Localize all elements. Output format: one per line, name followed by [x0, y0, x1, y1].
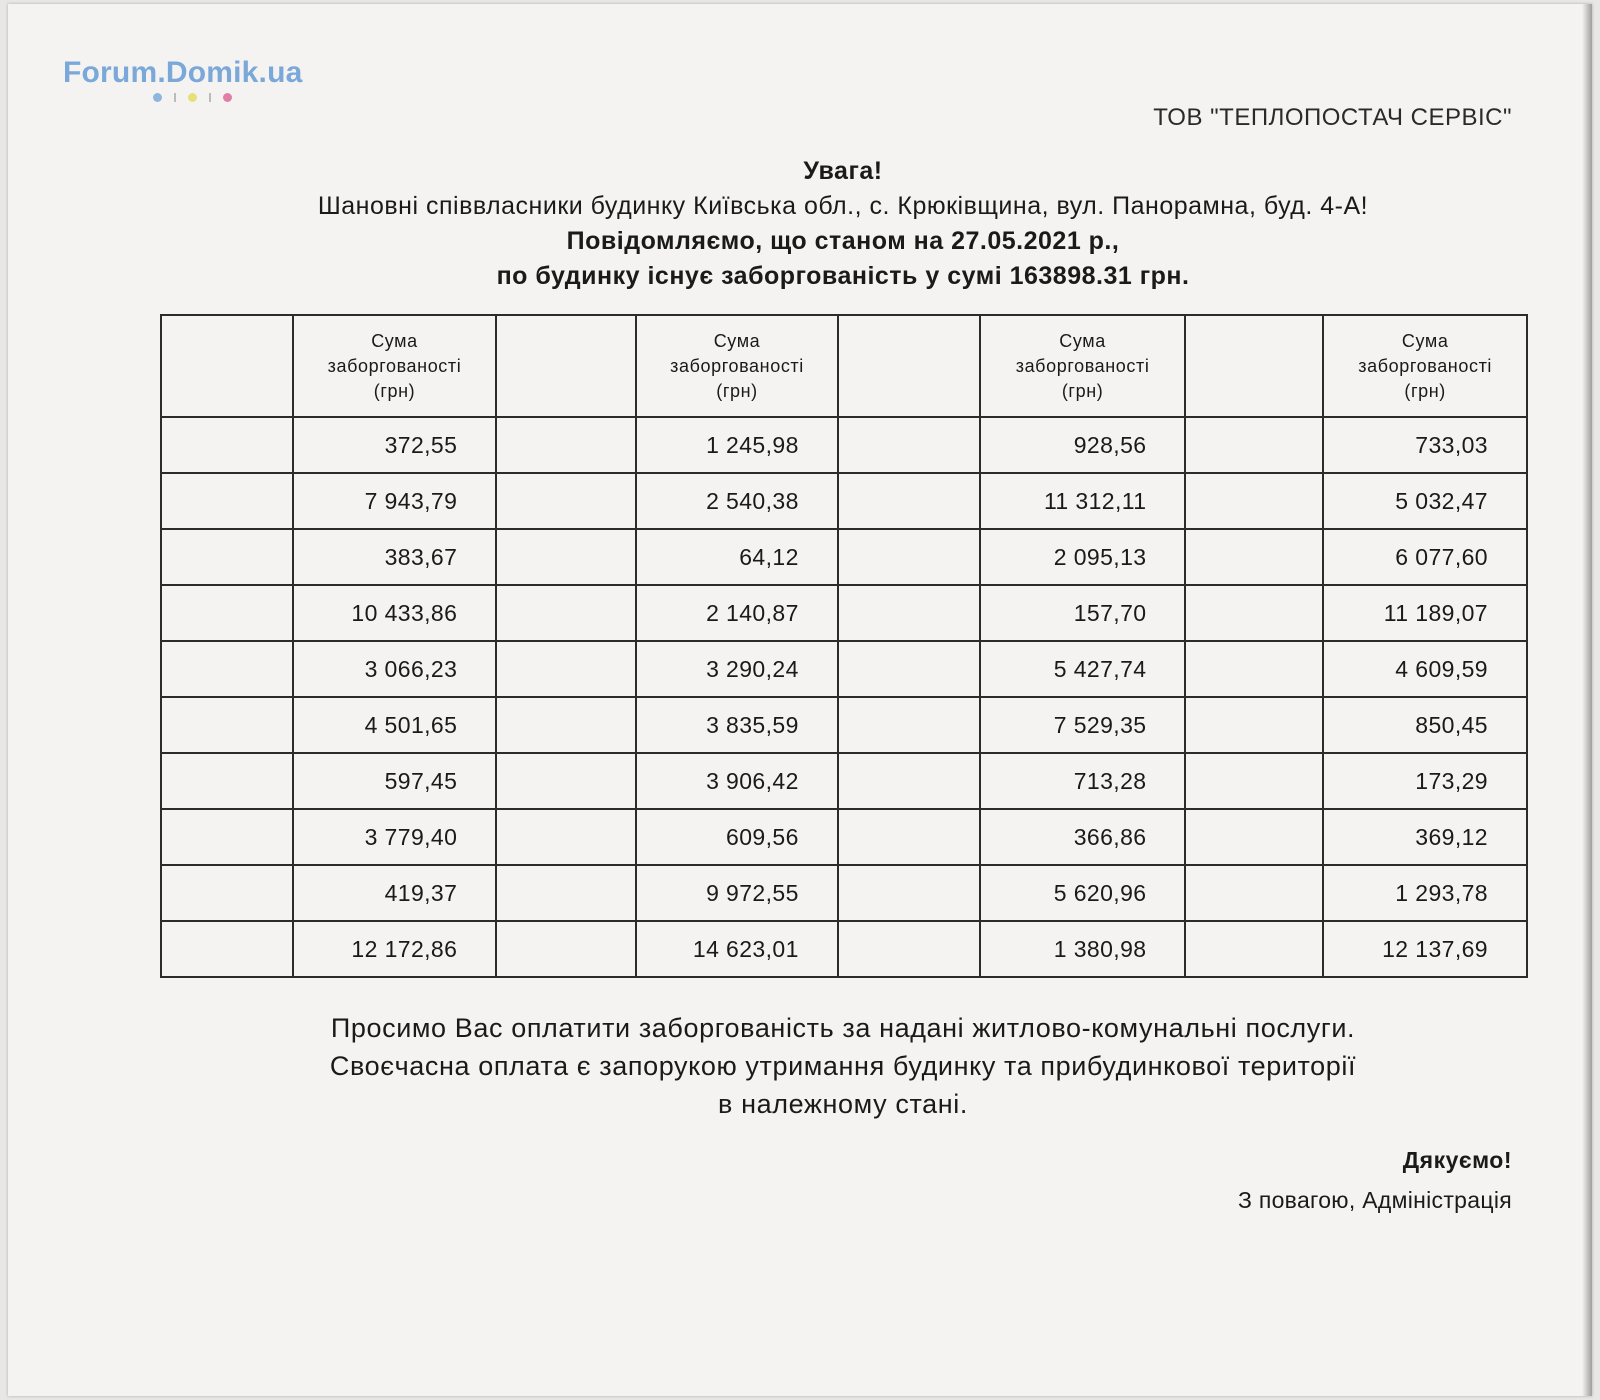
debt-amount-cell: 3 835,59 [636, 697, 838, 753]
blank-cell [1185, 865, 1323, 921]
blank-cell [1185, 753, 1323, 809]
blank-cell [838, 641, 980, 697]
table-row [161, 529, 1527, 585]
debt-amount-cell: 850,45 [1323, 697, 1527, 753]
page-edge-shadow [1582, 4, 1592, 1396]
debt-amount-cell: 733,03 [1323, 417, 1527, 473]
debt-amount-cell: 5 427,74 [980, 641, 1186, 697]
company-name: ТОВ "ТЕПЛОПОСТАЧ СЕРВІС" [1153, 104, 1512, 131]
table-body [161, 417, 1527, 977]
table-row [161, 417, 1527, 473]
debt-amount-cell: 3 906,42 [636, 753, 838, 809]
debts-table [160, 314, 1528, 978]
debt-amount-cell: 5 032,47 [1323, 473, 1527, 529]
blank-cell [496, 921, 636, 977]
debt-amount-cell: 12 137,69 [1323, 921, 1527, 977]
blank-cell [838, 753, 980, 809]
blank-cell [496, 585, 636, 641]
debt-amount-cell: 366,86 [980, 809, 1186, 865]
blank-cell [496, 809, 636, 865]
blank-header-cell [838, 315, 980, 417]
blank-cell [496, 697, 636, 753]
debt-amount-cell: 4 501,65 [293, 697, 497, 753]
thanks-text: Дякуємо! [1402, 1147, 1512, 1173]
debt-amount-cell: 713,28 [980, 753, 1186, 809]
debt-amount-cell: 12 172,86 [293, 921, 497, 977]
blank-cell [838, 417, 980, 473]
debt-amount-cell: 173,29 [1323, 753, 1527, 809]
document-sheet [8, 4, 1592, 1396]
total-debt-line: по будинку існує заборгованість у сумі 163898.31 грн. [496, 262, 1190, 290]
blank-cell [161, 529, 293, 585]
debt-amount-cell: 383,67 [293, 529, 497, 585]
amount-header-cell: Сума заборгованості (грн) [636, 315, 838, 417]
appeal-line: в належному стані. [718, 1089, 968, 1119]
blank-cell [838, 585, 980, 641]
watermark-dot-pink [223, 93, 232, 102]
debt-amount-cell: 6 077,60 [1323, 529, 1527, 585]
blank-cell [496, 641, 636, 697]
blank-cell [161, 585, 293, 641]
debt-amount-cell: 419,37 [293, 865, 497, 921]
blank-cell [161, 697, 293, 753]
amount-header-cell: Сума заборгованості (грн) [1323, 315, 1527, 417]
blank-cell [161, 865, 293, 921]
debt-amount-cell: 10 433,86 [293, 585, 497, 641]
blank-cell [1185, 697, 1323, 753]
table-row [161, 753, 1527, 809]
blank-cell [496, 473, 636, 529]
table-row [161, 697, 1527, 753]
debt-amount-cell: 372,55 [293, 417, 497, 473]
watermark-dot-separator [174, 93, 176, 102]
notice-heading [158, 154, 1528, 294]
debt-amount-cell: 11 189,07 [1323, 585, 1527, 641]
blank-cell [161, 417, 293, 473]
debt-amount-cell: 157,70 [980, 585, 1186, 641]
watermark-dot-blue [153, 93, 162, 102]
blank-header-cell [1185, 315, 1323, 417]
table-row [161, 585, 1527, 641]
signature-text: З повагою, Адміністрація [1237, 1187, 1512, 1213]
blank-cell [1185, 417, 1323, 473]
debt-amount-cell: 3 779,40 [293, 809, 497, 865]
debt-amount-cell: 928,56 [980, 417, 1186, 473]
blank-cell [838, 529, 980, 585]
debt-amount-cell: 9 972,55 [636, 865, 838, 921]
watermark-logo: Forum.Domik.ua [63, 56, 303, 89]
debt-amount-cell: 4 609,59 [1323, 641, 1527, 697]
blank-cell [496, 865, 636, 921]
blank-cell [161, 921, 293, 977]
blank-cell [1185, 529, 1323, 585]
debt-amount-cell: 2 140,87 [636, 585, 838, 641]
appeal-line: Своєчасна оплата є запорукою утримання будинку та прибудинкової території [329, 1051, 1357, 1081]
blank-cell [838, 697, 980, 753]
blank-cell [161, 641, 293, 697]
table-row [161, 809, 1527, 865]
amount-header-cell: Сума заборгованості (грн) [293, 315, 497, 417]
blank-header-cell [161, 315, 293, 417]
attention-title: Увага! [803, 157, 883, 185]
notice-date-line: Повідомляємо, що станом на 27.05.2021 р., [566, 227, 1120, 255]
blank-cell [161, 809, 293, 865]
debt-amount-cell: 5 620,96 [980, 865, 1186, 921]
blank-cell [1185, 473, 1323, 529]
table-row [161, 921, 1527, 977]
blank-cell [496, 529, 636, 585]
table-row [161, 473, 1527, 529]
debt-amount-cell: 2 540,38 [636, 473, 838, 529]
debt-amount-cell: 1 245,98 [636, 417, 838, 473]
debt-amount-cell: 369,12 [1323, 809, 1527, 865]
watermark-dot-yellow [188, 93, 197, 102]
watermark-dot-separator [209, 93, 211, 102]
debt-amount-cell: 7 943,79 [293, 473, 497, 529]
table-row [161, 641, 1527, 697]
debt-amount-cell: 609,56 [636, 809, 838, 865]
blank-cell [838, 809, 980, 865]
blank-cell [161, 473, 293, 529]
debt-amount-cell: 11 312,11 [980, 473, 1186, 529]
debt-amount-cell: 3 290,24 [636, 641, 838, 697]
debt-amount-cell: 1 293,78 [1323, 865, 1527, 921]
debt-amount-cell: 1 380,98 [980, 921, 1186, 977]
blank-header-cell [496, 315, 636, 417]
blank-cell [1185, 921, 1323, 977]
debt-amount-cell: 7 529,35 [980, 697, 1186, 753]
debt-amount-cell: 14 623,01 [636, 921, 838, 977]
addressee-line: Шановні співвласники будинку Київська обл., с. Крюківщина, вул. Панорамна, буд. 4-А! [317, 192, 1369, 220]
debt-amount-cell: 64,12 [636, 529, 838, 585]
blank-cell [838, 473, 980, 529]
debt-amount-cell: 3 066,23 [293, 641, 497, 697]
appeal-line: Просимо Вас оплатити заборгованість за надані житлово-комунальні послуги. [330, 1013, 1356, 1043]
blank-cell [161, 753, 293, 809]
watermark-dots [153, 93, 232, 102]
debt-amount-cell: 597,45 [293, 753, 497, 809]
blank-cell [1185, 809, 1323, 865]
blank-cell [838, 921, 980, 977]
blank-cell [1185, 641, 1323, 697]
blank-cell [496, 753, 636, 809]
payment-appeal [158, 1009, 1528, 1123]
table-header-row [161, 315, 1527, 417]
blank-cell [1185, 585, 1323, 641]
amount-header-cell: Сума заборгованості (грн) [980, 315, 1186, 417]
blank-cell [838, 865, 980, 921]
table-row [161, 865, 1527, 921]
blank-cell [496, 417, 636, 473]
debt-amount-cell: 2 095,13 [980, 529, 1186, 585]
